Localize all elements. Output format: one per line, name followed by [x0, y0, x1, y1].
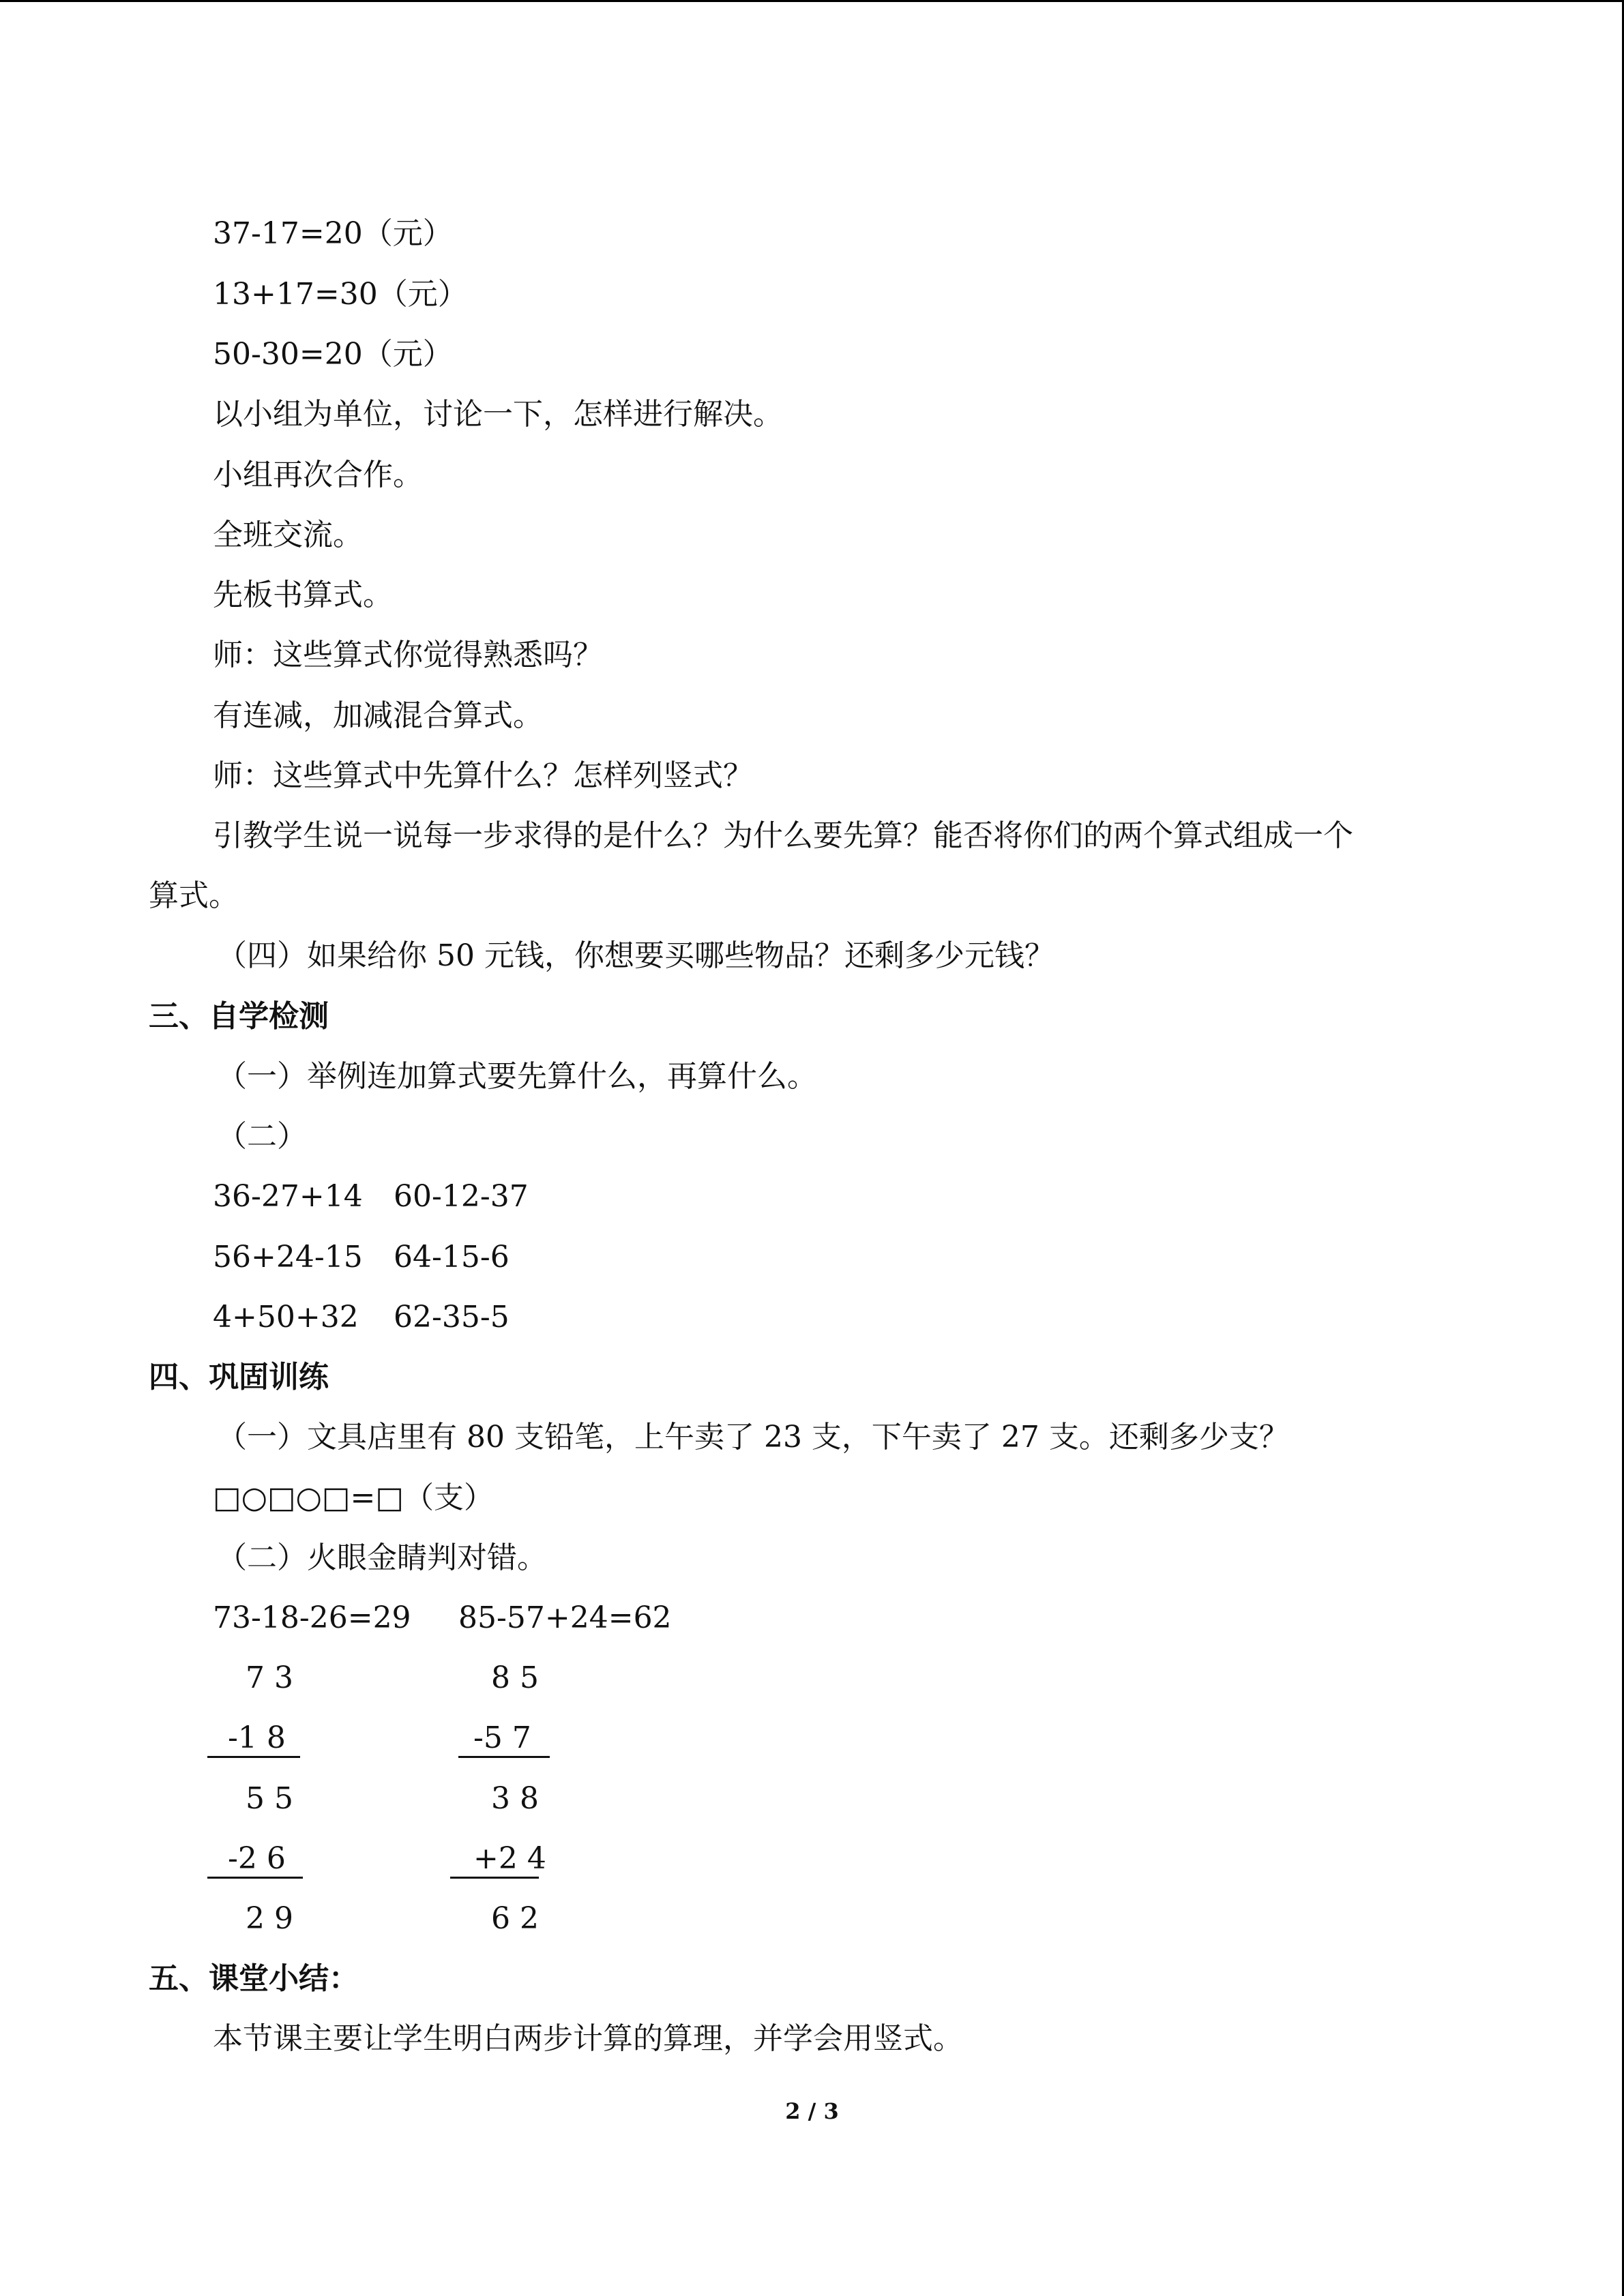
equation-right: 85-57+24=62 — [458, 1600, 672, 1635]
text-line: 小组再次合作。 — [213, 458, 423, 492]
vertical-calc-right-row: -5 7 — [473, 1720, 531, 1755]
text-line: （四）如果给你 50 元钱，你想要买哪些物品？还剩多少元钱？ — [217, 938, 1054, 973]
exercise-expression: 4+50+32 — [213, 1300, 359, 1335]
question-line: （二） — [217, 1119, 307, 1154]
text-line: 先板书算式。 — [213, 578, 393, 612]
text-line: 师：这些算式你觉得熟悉吗？ — [213, 638, 603, 672]
question-line: （二）火眼金睛判对错。 — [217, 1540, 547, 1575]
vertical-calc-left-row: -2 6 — [228, 1841, 286, 1876]
vertical-calc-line — [207, 1756, 300, 1758]
equation-line: 50-30=20（元） — [213, 337, 453, 372]
summary-text: 本节课主要让学生明白两步计算的算理，并学会用竖式。 — [213, 2021, 963, 2056]
section-heading: 五、课堂小结： — [149, 1961, 359, 1996]
exercise-expression: 56+24-15 — [213, 1240, 363, 1274]
equation-left: 73-18-26=29 — [213, 1600, 411, 1635]
vertical-calc-line — [207, 1877, 303, 1879]
text-line: 引教学生说一说每一步求得的是什么？为什么要先算？能否将你们的两个算式组成一个 — [213, 818, 1353, 853]
fill-in-template: □○□○□=□（支） — [213, 1480, 494, 1515]
section-heading: 四、巩固训练 — [149, 1360, 329, 1395]
vertical-calc-left-row: 5 5 — [246, 1781, 293, 1816]
text-line: 师：这些算式中先算什么？怎样列竖式？ — [213, 758, 753, 793]
vertical-calc-right-row: 6 2 — [491, 1901, 539, 1936]
text-line: 以小组为单位，讨论一下，怎样进行解决。 — [213, 397, 783, 432]
vertical-calc-left-row: 2 9 — [246, 1901, 293, 1936]
vertical-calc-line — [450, 1877, 539, 1879]
equation-line: 37-17=20（元） — [213, 216, 453, 251]
vertical-calc-right-row: 8 5 — [491, 1660, 539, 1695]
vertical-calc-left-row: -1 8 — [228, 1720, 286, 1755]
vertical-calc-left-row: 7 3 — [246, 1660, 293, 1695]
section-heading: 三、自学检测 — [149, 999, 329, 1034]
exercise-expression: 62-35-5 — [394, 1300, 510, 1335]
exercise-expression: 64-15-6 — [394, 1240, 510, 1274]
text-line: 全班交流。 — [213, 518, 363, 552]
text-line: 算式。 — [149, 878, 239, 913]
question-line: （一）文具店里有 80 支铅笔，上午卖了 23 支，下午卖了 27 支。还剩多少支？ — [217, 1420, 1289, 1455]
question-line: （一）举例连加算式要先算什么，再算什么。 — [217, 1059, 817, 1094]
text-line: 有连减，加减混合算式。 — [213, 698, 543, 733]
page-number: 2 / 3 — [785, 2098, 839, 2124]
page-border-top — [0, 0, 1624, 2]
exercise-expression: 60-12-37 — [394, 1179, 529, 1214]
equation-line: 13+17=30（元） — [213, 277, 468, 312]
vertical-calc-right-row: +2 4 — [473, 1841, 546, 1876]
exercise-expression: 36-27+14 — [213, 1179, 363, 1214]
vertical-calc-line — [458, 1756, 550, 1758]
vertical-calc-right-row: 3 8 — [491, 1781, 539, 1816]
